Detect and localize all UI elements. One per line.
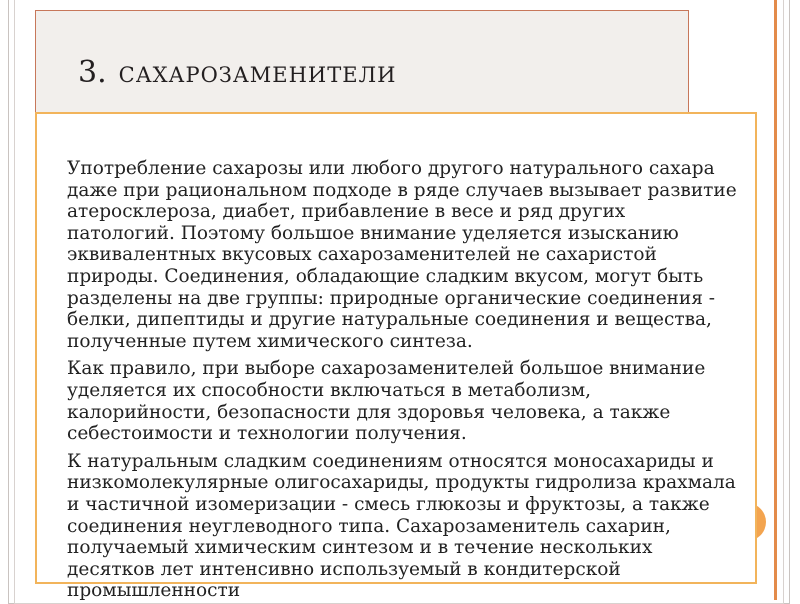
bullet-item	[37, 158, 737, 352]
bullet-text: Как правило, при выборе сахарозаменителей большое внимание уделяется их способности включаться в метаболизм, калорийности, безопасности для здоровья человека, а также себестоимости и технологии получения.	[67, 358, 706, 445]
bullet-item	[37, 451, 737, 602]
title-text: САХАРОЗАМЕНИТЕЛИ	[118, 63, 397, 87]
bullet-text: К натуральным сладким соединениям относятся моносахариды и низкомолекулярные олигосахариды, продукты гидролиза крахмала и частичной изомеризации - смесь глюкозы и фруктозы, а также соединения неуглеводного типа. Сахарозаменитель сахарин, получаемый химическим синтезом и в течение нескольких десятков лет интенсивно используемый в кондитерской промышленности	[67, 450, 736, 602]
title-panel	[35, 10, 689, 128]
right-accent-rule	[774, 0, 777, 600]
content-panel	[35, 112, 757, 602]
bullet-text: Употребление сахарозы или любого другого натурального сахара даже при рациональном подходе в ряде случаев вызывает развитие атеросклероза, диабет, прибавление в весе и ряд других патологий. Поэтому большое внимание уделяется изысканию эквивалентных вкусовых сахарозаменителей не сахаристой природы. Соединения, обладающие сладким вкусом, могут быть разделены на две группы: природные органические соединения - белки, дипептиды и другие натуральные соединения и вещества, полученные путем химического синтеза.	[67, 158, 737, 352]
bullet-list	[37, 132, 737, 602]
bullet-item-empty	[37, 132, 737, 152]
bullet-item	[37, 358, 737, 444]
title-number: 3.	[78, 55, 107, 90]
slide-title	[78, 55, 396, 90]
